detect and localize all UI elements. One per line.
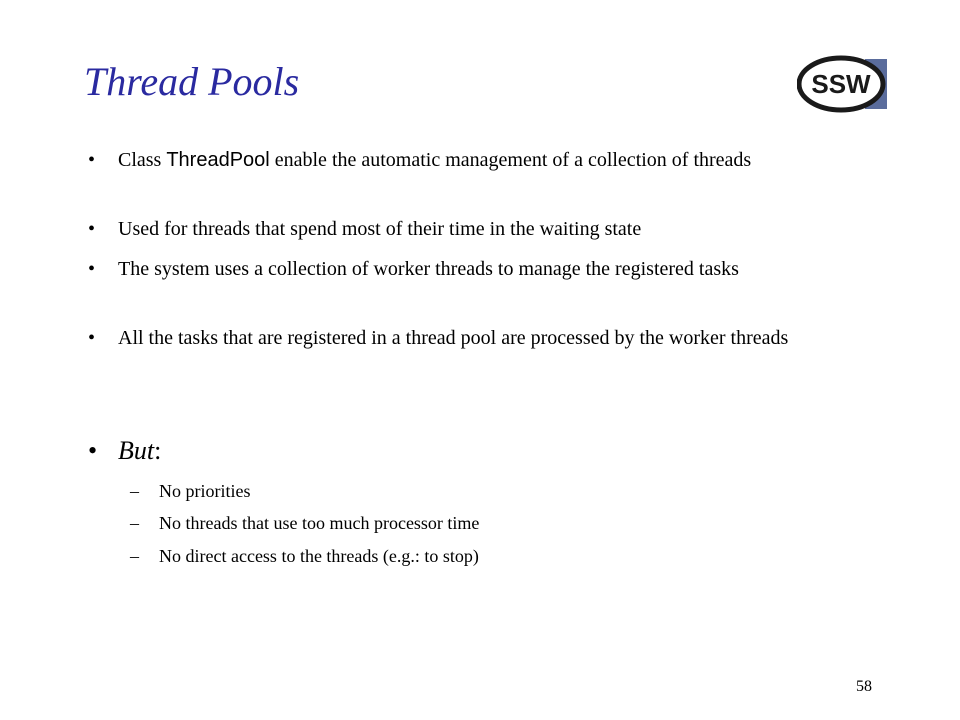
- but-heading-text: [118, 436, 161, 466]
- dash-symbol: –: [130, 546, 139, 566]
- bullet-text: The system uses a collection of worker threads to manage the registered tasks: [118, 258, 739, 280]
- logo-text: SSW: [811, 69, 871, 99]
- sub-bullet-text: No direct access to the threads (e.g.: to stop): [159, 546, 479, 566]
- but-colon: :: [154, 436, 162, 465]
- bullet-symbol: •: [88, 436, 98, 465]
- class-name-code: ThreadPool: [166, 149, 270, 171]
- dash-symbol: –: [130, 481, 139, 501]
- bullet-symbol: •: [88, 218, 96, 240]
- ssw-logo: [797, 55, 889, 113]
- bullet-text: All the tasks that are registered in a thread pool are processed by the worker threads: [118, 327, 789, 349]
- sub-bullet-text: No threads that use too much processor time: [159, 513, 480, 533]
- but-label: But: [118, 436, 155, 465]
- bullet-text-post: enable the automatic management of a collection of threads: [269, 149, 752, 171]
- bullet-symbol: •: [88, 258, 96, 280]
- page-number: 58: [856, 678, 872, 695]
- bullet-symbol: •: [88, 149, 96, 171]
- bullet-text-pre: Class: [118, 149, 167, 171]
- bullet-text: Used for threads that spend most of their time in the waiting state: [118, 218, 642, 240]
- slide-title: Thread Pools: [84, 59, 300, 104]
- bullet-symbol: •: [88, 327, 96, 349]
- dash-symbol: –: [130, 513, 139, 533]
- sub-bullet-text: No priorities: [159, 481, 251, 501]
- bullet-text: [118, 146, 848, 174]
